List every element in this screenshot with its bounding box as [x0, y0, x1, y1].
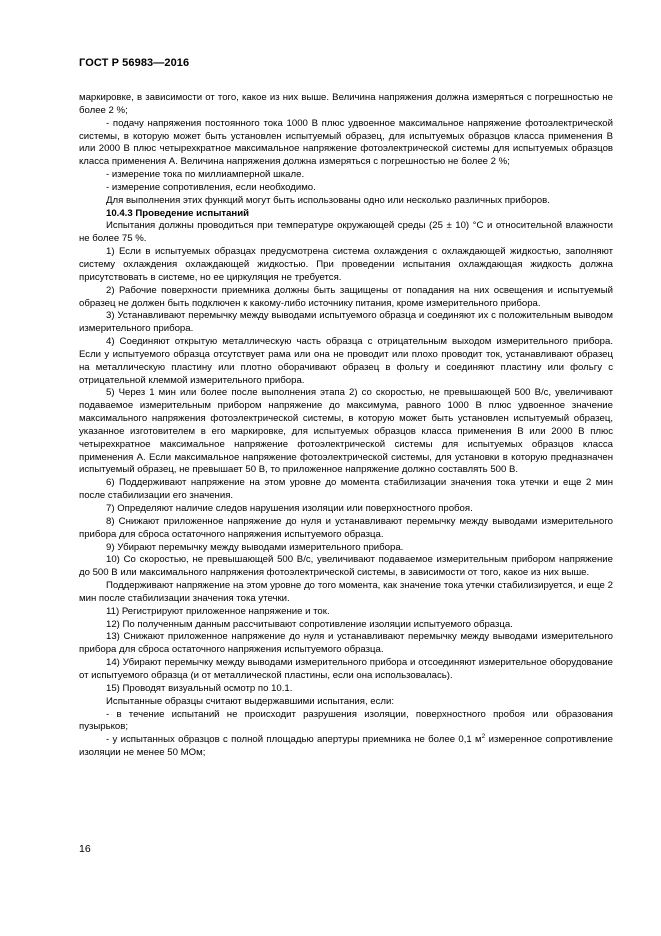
step-3: 3) Устанавливают перемычку между выводами испытуемого образца и соединяют их с положительным выводом измерительного прибора.	[79, 310, 613, 335]
page-content	[79, 92, 613, 760]
page-number: 16	[79, 843, 91, 855]
list-item-current-measure: - измерение тока по миллиамперной шкале.	[106, 169, 305, 181]
criterion-no-breakdown: - в течение испытаний не происходит разрушения изоляции, поверхностного пробоя или образования пузырьков;	[79, 708, 613, 733]
step-1: 1) Если в испытуемых образцах предусмотрена система охлаждения с охлаждающей жидкостью, заполняют систему охлаждения охлаждающей жидкостью. При проведении испытания охлаждающая жидкость должна присутствовать в системе, но ее циркуляция не требуется.	[79, 246, 613, 283]
step-15: 15) Проводят визуальный осмотр по 10.1.	[106, 682, 293, 694]
superscript-square: 2	[481, 733, 486, 740]
paragraph-conditions: Испытания должны проводиться при температуре окружающей среды (25 ± 10) °С и относительной влажности не более 75 %.	[79, 220, 613, 245]
step-6: 6) Поддерживают напряжение на этом уровне до момента стабилизации значения тока утечки и еще 2 мин после стабилизации его значения.	[79, 477, 613, 502]
section-heading: 10.4.3 Проведение испытаний	[106, 207, 250, 219]
step-4: 4) Соединяют открытую металлическую часть образца с отрицательным выходом измерительного прибора. Если у испытуемого образца отсутствует рама или она не проводит или плохо проводит ток, устанавливают образец на металлическую пластину или плотно оборачивают образец в фольгу и соединяют пластину или фольгу с отрицательной клеммой измерительного прибора.	[79, 336, 613, 386]
criterion-resistance-text-end: измеренное сопротивление изоляции не менее 50 МОм;	[79, 734, 613, 759]
step-10: 10) Со скоростью, не превышающей 500 В/с, увеличивают подаваемое измерительным прибором напряжение до 500 В или максимального напряжения фотоэлектрической системы, в зависимости от того, какое из них выше.	[79, 554, 613, 579]
criterion-resistance-text: - у испытанных образцов с полной площадью апертуры приемника не более 0,1 м	[106, 734, 482, 746]
step-12: 12) По полученным данным рассчитывают сопротивление изоляции испытуемого образца.	[106, 618, 513, 630]
paragraph-maintain-voltage: Поддерживают напряжение на этом уровне до того момента, как значение тока утечки стабилизируется, и еще 2 мин после стабилизации значения тока утечки.	[79, 580, 613, 604]
step-2: 2) Рабочие поверхности приемника должны быть защищены от попадания на них освещения и испытуемый образец не должен быть подключен к какому-либо источнику питания, кроме измерительного прибора.	[79, 284, 613, 309]
paragraph-continuation: маркировке, в зависимости от того, какое из них выше. Величина напряжения должна измеряться с погрешностью не более 2 %;	[79, 92, 613, 116]
paragraph-pass-criteria: Испытанные образцы считают выдержавшими испытания, если:	[106, 695, 395, 707]
criterion-resistance	[79, 734, 613, 760]
step-5: 5) Через 1 мин или более после выполнения этапа 2) со скоростью, не превышающей 500 В/с, увеличивают подаваемое измерительным прибором напряжение до максимума, равного 1000 В плюс удвоенное значение максимального напряжения фотоэлектрической системы, в которую может быть установлен испытуемый образец, указанное изготовителем в его маркировке, для испытуемых образцов класса применения В или 2000 В плюс четырехкратное максимальное напряжение фотоэлектрической системы для испытуемых образцов класса применения А. Если максимальное напряжение фотоэлектрической системы, для установки в которую предназначен испытуемый образец, не превышает 50 В, то приложенное напряжение должно составлять 500 В.	[79, 387, 613, 476]
step-11: 11) Регистрируют приложенное напряжение и ток.	[106, 605, 330, 617]
step-7: 7) Определяют наличие следов нарушения изоляции или поверхностного пробоя.	[106, 503, 473, 514]
paragraph-instruments: Для выполнения этих функций могут быть использованы одно или несколько различных приборов.	[106, 194, 550, 206]
standard-header: ГОСТ Р 56983—2016	[79, 57, 190, 69]
step-9: 9) Убирают перемычку между выводами измерительного прибора.	[106, 541, 404, 553]
step-8: 8) Снижают приложенное напряжение до нуля и устанавливают перемычку между выводами измерительного прибора для сброса остаточного напряжения испытуемого образца.	[79, 515, 613, 540]
list-item-voltage-supply: - подачу напряжения постоянного тока 1000 В плюс удвоенное максимальное напряжение фотоэлектрической системы, в которую может быть установлен испытуемый образец, для испытуемых образцов класса применения В или 2000 В плюс четырехкратное максимальное напряжение фотоэлектрической системы для испытуемых образцов класса применения А. Величина напряжения должна измеряться с погрешностью не более 2 %;	[79, 117, 613, 168]
list-item-resistance-measure: - измерение сопротивления, если необходимо.	[106, 181, 316, 193]
step-13: 13) Снижают приложенное напряжение до нуля и устанавливают перемычку между выводами измерительного прибора для сброса остаточного напряжения испытуемого образца.	[79, 631, 613, 656]
step-14: 14) Убирают перемычку между выводами измерительного прибора и отсоединяют измерительное оборудование от испытуемого образца (и от металлической пластины, если она использовалась).	[79, 657, 613, 681]
